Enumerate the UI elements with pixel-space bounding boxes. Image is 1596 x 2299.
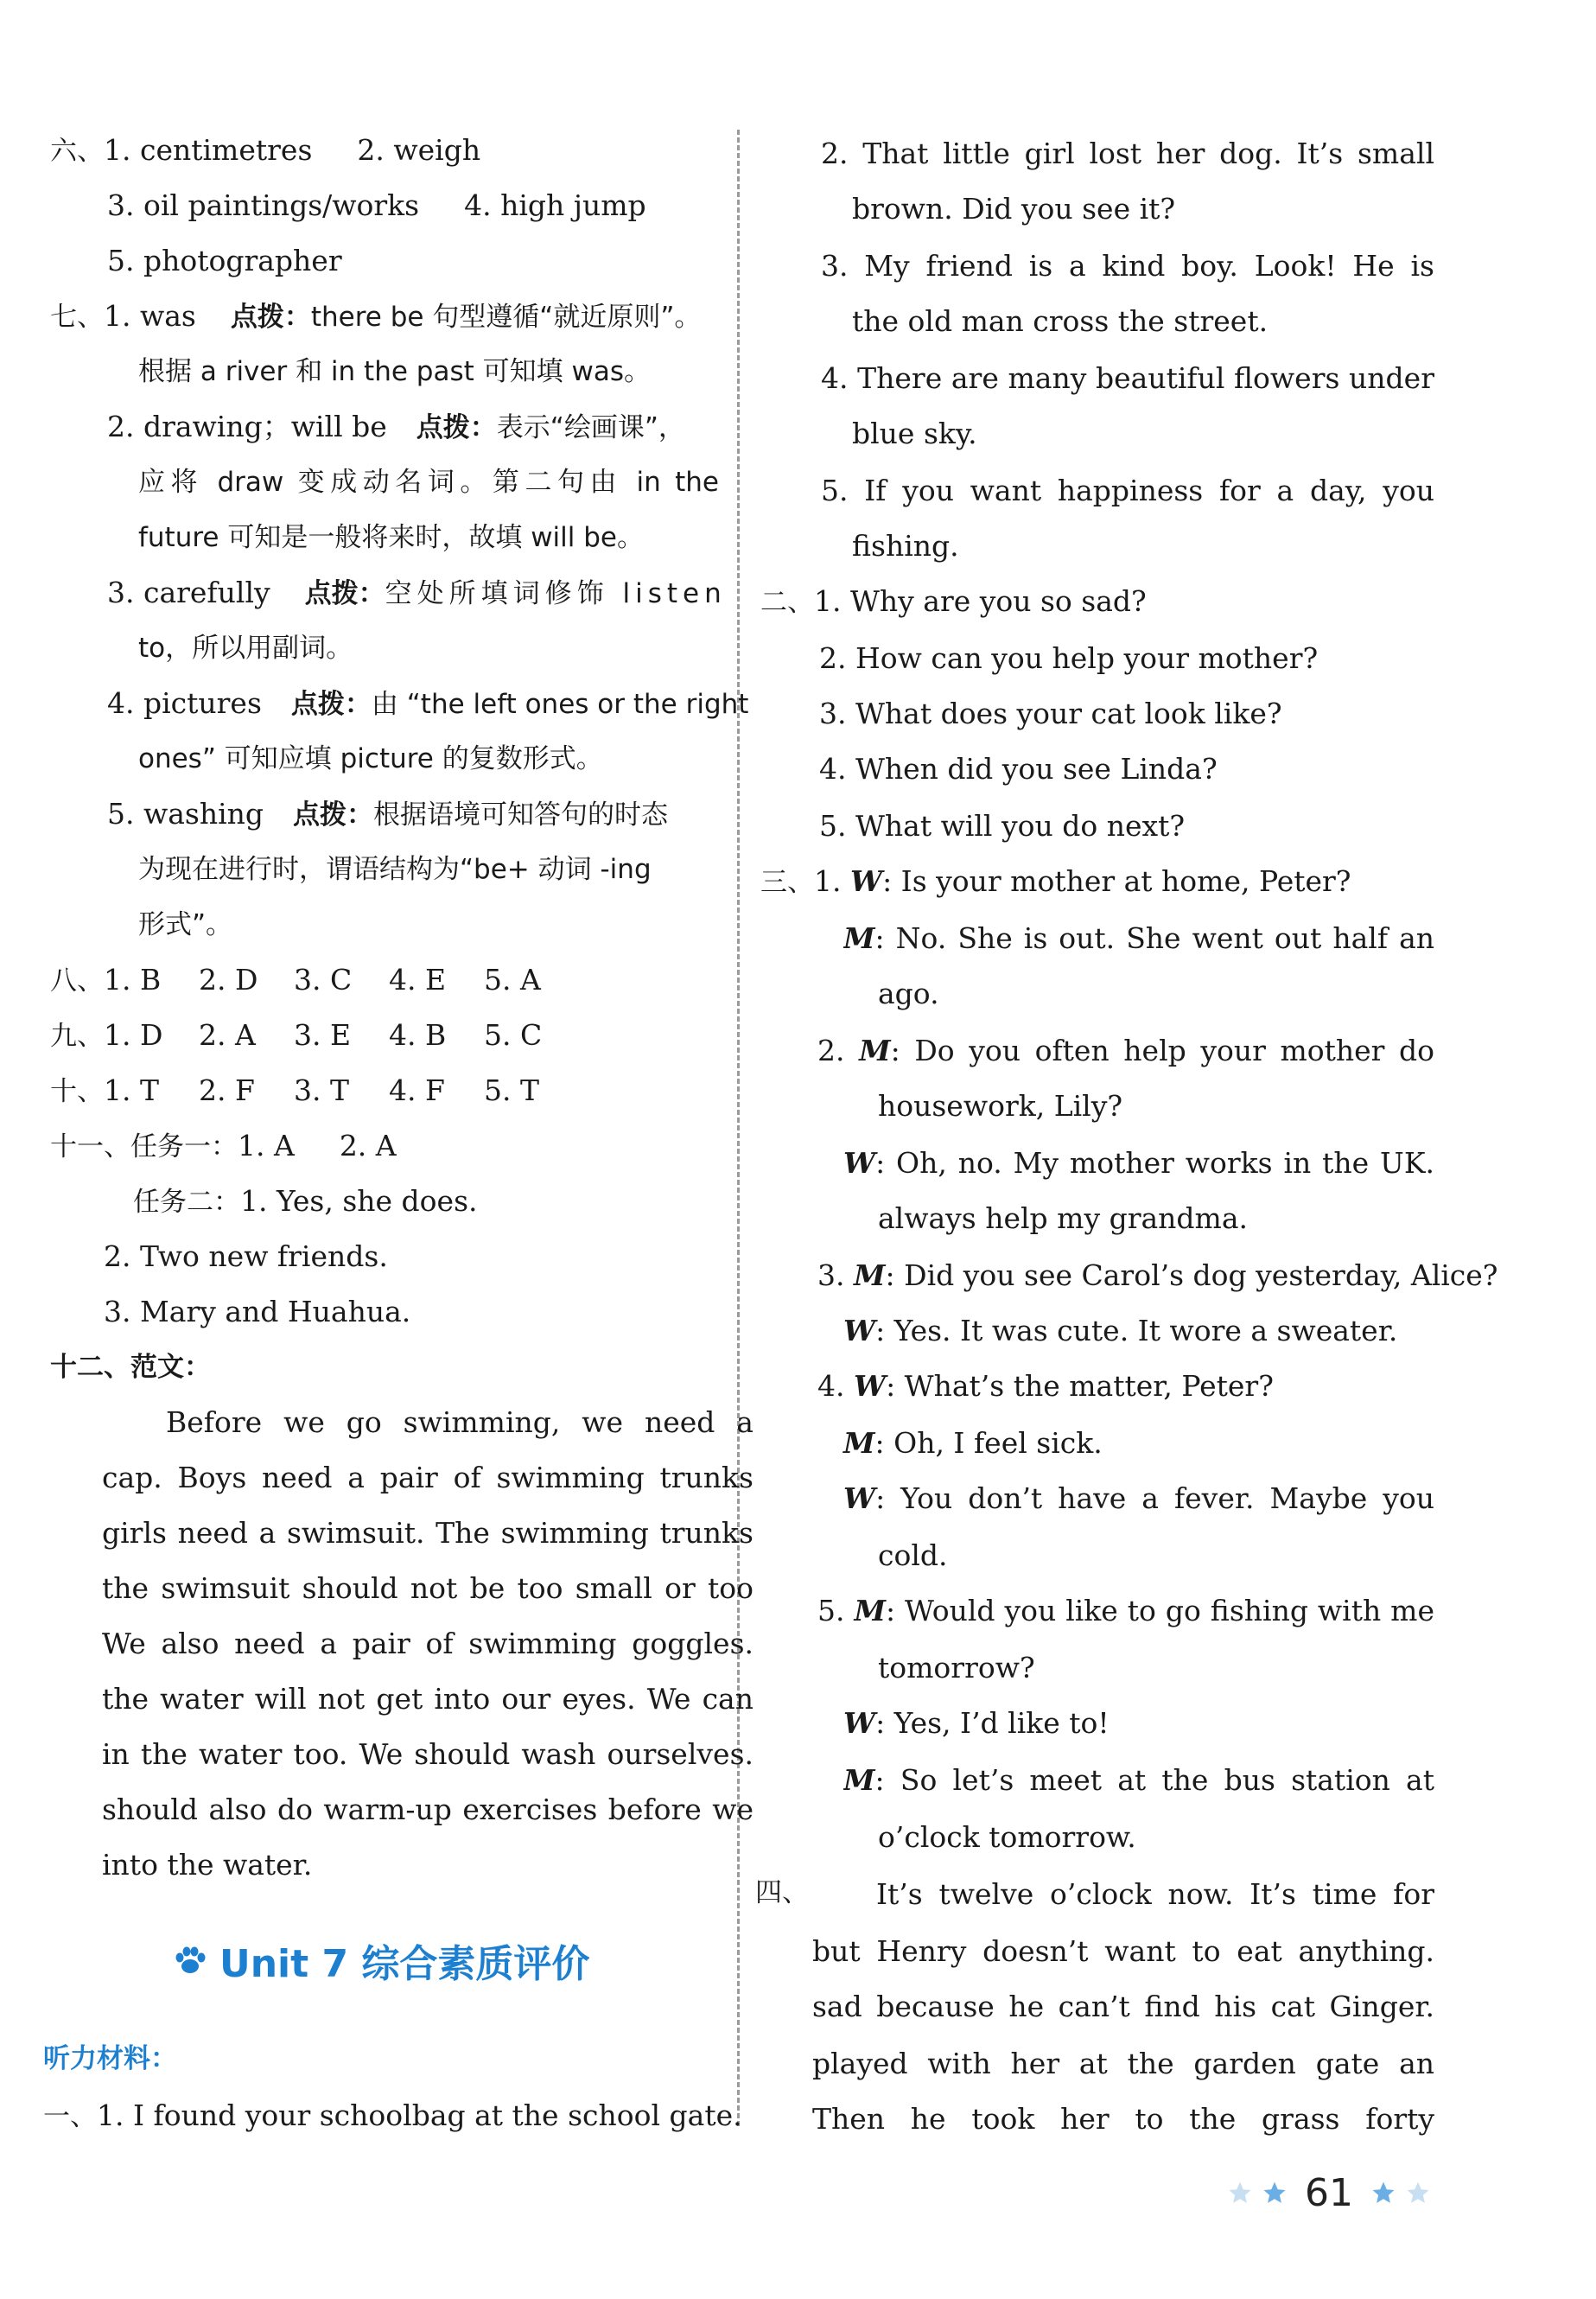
speaker: M xyxy=(843,921,875,955)
dialogue-4-line-3 xyxy=(843,1480,1434,1518)
dialogue-line: : Oh, I feel sick. xyxy=(874,1426,1103,1460)
answer: 5. T xyxy=(484,1073,539,1107)
tip-label: 点拨： xyxy=(293,799,374,831)
task-label: 任务二： xyxy=(133,1187,240,1218)
section-label: 二、 xyxy=(760,587,814,618)
dialogue-line: : No. She is out. She went out half an xyxy=(874,921,1434,955)
speaker: M xyxy=(859,1034,891,1067)
section-label: 一、 xyxy=(43,2101,97,2132)
answer: 2. drawing；will be xyxy=(107,410,387,443)
dialogue-line: : So let’s meet at the bus station at xyxy=(874,1763,1434,1797)
answer: 3. oil paintings/works xyxy=(107,188,420,222)
section-7-q3 xyxy=(107,574,727,612)
section-2-row-1 xyxy=(760,583,1147,621)
section-label: 四、 xyxy=(755,1877,809,1908)
star-icon xyxy=(1262,2180,1288,2206)
dialogue-line: cold. xyxy=(878,1538,948,1572)
dialogue-line: o’clock tomorrow. xyxy=(878,1820,1136,1854)
essay-line: should also do warm-up exercises before we xyxy=(102,1793,753,1826)
tip-text: 表示“绘画课”， xyxy=(496,412,685,443)
speaker: M xyxy=(843,1426,875,1460)
listening-line: blue sky. xyxy=(852,417,977,450)
item-number: 1. xyxy=(814,864,842,898)
tip-text: 应将 draw 变成动名词。第二句由 in the xyxy=(138,467,719,498)
listening-line: 2. That little girl lost her dog. It’s small xyxy=(821,137,1434,170)
answer: 1. A xyxy=(238,1129,295,1162)
passage-line: played with her at the garden gate an xyxy=(812,2047,1434,2080)
dialogue-line: : What’s the matter, Peter? xyxy=(886,1369,1274,1403)
tip-text: 由 “the left ones or the right xyxy=(371,689,749,720)
section-11-task-1 xyxy=(50,1127,397,1165)
section-label: 十、 xyxy=(50,1076,104,1107)
speaker: W xyxy=(843,1706,876,1740)
tip-text: ones” 可知应填 picture 的复数形式。 xyxy=(138,743,603,774)
tip-text: 为现在进行时，谓语结构为“be+ 动词 -ing xyxy=(138,854,652,885)
essay-line: in the water too. We should wash ourselves. xyxy=(102,1737,753,1771)
tip-label: 点拨： xyxy=(304,578,385,609)
dialogue-line: always help my grandma. xyxy=(878,1201,1249,1235)
listening-line: 5. What will you do next? xyxy=(819,809,1186,843)
dialogue-line: housework, Lily? xyxy=(878,1089,1123,1123)
paw-icon xyxy=(173,1943,207,1977)
section-9-row xyxy=(50,1016,542,1054)
speaker: W xyxy=(850,864,883,898)
listening-line: 2. How can you help your mother? xyxy=(819,641,1319,675)
passage-line: Then he took her to the grass forty xyxy=(812,2102,1434,2136)
answer: 1. was xyxy=(104,299,196,333)
dialogue-line: : Is your mother at home, Peter? xyxy=(882,864,1351,898)
dialogue-line: : You don’t have a fever. Maybe you xyxy=(875,1481,1434,1515)
dialogue-2-line-1 xyxy=(817,1032,1434,1070)
task-label: 任务一： xyxy=(130,1131,238,1162)
answer: 1. centimetres xyxy=(104,133,313,167)
dialogue-3-line-1 xyxy=(817,1257,1498,1295)
answer: 2. A xyxy=(339,1129,397,1162)
dialogue-line: : Yes, I’d like to! xyxy=(875,1706,1110,1740)
passage-line: It’s twelve o’clock now. It’s time for xyxy=(876,1877,1434,1911)
dialogue-line: : Yes. It was cute. It wore a sweater. xyxy=(875,1314,1398,1347)
dialogue-4-line-2 xyxy=(843,1424,1103,1462)
speaker: M xyxy=(843,1763,875,1797)
answer: 1. B xyxy=(104,963,162,997)
answer: 2. weigh xyxy=(357,133,481,167)
answer: 4. pictures xyxy=(107,686,262,720)
listening-line: fishing. xyxy=(852,529,959,563)
listening-line: brown. Did you see it? xyxy=(852,192,1176,226)
tip-text: 空处所填词修饰 listen xyxy=(385,578,727,609)
tip-text: there be 句型遵循“就近原则”。 xyxy=(310,302,702,333)
listening-line: 1. Why are you so sad? xyxy=(814,584,1147,618)
item-number: 2. xyxy=(817,1034,845,1067)
section-6-row-1 xyxy=(50,131,480,169)
answer: 1. Yes, she does. xyxy=(240,1184,478,1218)
listening-heading: 听力材料： xyxy=(43,2043,177,2074)
listening-line: 5. If you want happiness for a day, you xyxy=(821,474,1434,507)
dialogue-2-line-3 xyxy=(843,1144,1434,1182)
answer: 4. B xyxy=(389,1018,447,1052)
dialogue-5-line-4 xyxy=(843,1761,1434,1799)
unit-title-text: Unit 7 综合素质评价 xyxy=(219,1942,590,1986)
dialogue-1-line-1 xyxy=(760,863,1351,901)
answer: 2. D xyxy=(199,963,258,997)
dialogue-line: tomorrow? xyxy=(878,1651,1035,1684)
dialogue-5-line-1 xyxy=(817,1592,1434,1630)
section-7-q5 xyxy=(107,795,668,833)
section-label: 十一、 xyxy=(50,1131,130,1162)
section-6-row-3 xyxy=(107,242,342,280)
essay-line: the water will not get into our eyes. We can xyxy=(102,1682,753,1716)
essay-line: We also need a pair of swimming goggles. xyxy=(102,1627,753,1660)
dialogue-line: : Would you like to go fishing with me xyxy=(885,1594,1434,1627)
passage-line: sad because he can’t find his cat Ginger. xyxy=(812,1990,1434,2023)
star-icon xyxy=(1405,2180,1431,2206)
listening-line: 4. There are many beautiful flowers under xyxy=(821,361,1434,395)
answer: 3. C xyxy=(294,963,353,997)
tip-label: 点拨： xyxy=(416,412,497,443)
item-number: 5. xyxy=(817,1594,845,1627)
dialogue-3-line-2 xyxy=(843,1312,1397,1350)
listening-line: 3. What does your cat look like? xyxy=(819,697,1282,730)
listening-line: 3. My friend is a kind boy. Look! He is xyxy=(821,249,1434,283)
section-6-row-2 xyxy=(107,187,646,225)
star-icon xyxy=(1370,2180,1396,2206)
answer: 3. carefully xyxy=(107,576,270,609)
answer: 3. Mary and Huahua. xyxy=(104,1295,411,1328)
answer: 3. E xyxy=(294,1018,352,1052)
star-icon xyxy=(1227,2180,1253,2206)
section-label: 六、 xyxy=(50,136,104,167)
speaker: W xyxy=(843,1481,876,1515)
tip-label: 点拨： xyxy=(290,689,372,720)
section-label: 十二、范文： xyxy=(50,1352,211,1383)
answer: 5. A xyxy=(484,963,541,997)
item-number: 3. xyxy=(817,1258,845,1292)
listening-line: 1. I found your schoolbag at the school gate. xyxy=(97,2098,742,2132)
tip-text: 形式”。 xyxy=(138,909,233,940)
listening-line: 4. When did you see Linda? xyxy=(819,752,1218,786)
essay-line: girls need a swimsuit. The swimming trunks xyxy=(102,1516,753,1550)
tip-text: to，所以用副词。 xyxy=(138,633,353,664)
passage-line: but Henry doesn’t want to eat anything. xyxy=(812,1934,1434,1968)
dialogue-4-line-1 xyxy=(817,1367,1274,1405)
dialogue-line: ago. xyxy=(878,977,939,1010)
dialogue-1-line-2 xyxy=(843,920,1434,958)
section-11-task-2 xyxy=(133,1182,478,1220)
speaker: M xyxy=(854,1594,886,1627)
listening-line: the old man cross the street. xyxy=(852,304,1269,338)
answer: 2. Two new friends. xyxy=(104,1239,388,1273)
section-label: 八、 xyxy=(50,965,104,997)
answer: 2. A xyxy=(199,1018,256,1052)
section-label: 九、 xyxy=(50,1021,104,1052)
answer: 1. T xyxy=(104,1073,159,1107)
section-7-q1 xyxy=(50,297,701,335)
answer: 5. C xyxy=(484,1018,543,1052)
essay-line: cap. Boys need a pair of swimming trunks xyxy=(102,1461,753,1494)
tip-text: future 可知是一般将来时，故填 will be。 xyxy=(138,522,645,553)
answer: 4. E xyxy=(389,963,447,997)
tip-text: 根据语境可知答句的时态 xyxy=(373,799,669,831)
speaker: M xyxy=(854,1258,886,1292)
speaker: W xyxy=(843,1146,876,1180)
essay-line: into the water. xyxy=(102,1848,313,1882)
unit-title xyxy=(173,1934,589,1986)
dialogue-line: : Do you often help your mother do xyxy=(890,1034,1434,1067)
section-1-row-1 xyxy=(43,2097,742,2135)
dialogue-line: : Did you see Carol’s dog yesterday, Alice? xyxy=(885,1258,1498,1292)
section-8-row xyxy=(50,961,541,999)
essay-line: the swimsuit should not be too small or too xyxy=(102,1571,753,1605)
item-number: 4. xyxy=(817,1369,845,1403)
speaker: W xyxy=(854,1369,887,1403)
section-label: 七、 xyxy=(50,302,104,333)
page-number-text: 61 xyxy=(1305,2170,1353,2215)
answer: 2. F xyxy=(199,1073,255,1107)
section-7-q4 xyxy=(107,685,748,723)
speaker: W xyxy=(843,1314,876,1347)
answer: 4. F xyxy=(389,1073,445,1107)
essay-line: Before we go swimming, we need a xyxy=(166,1405,753,1439)
answer: 3. T xyxy=(294,1073,349,1107)
dialogue-5-line-3 xyxy=(843,1704,1110,1742)
section-7-q2 xyxy=(107,408,685,446)
section-label: 三、 xyxy=(760,867,814,898)
page-number xyxy=(1227,2171,1431,2214)
answer: 5. photographer xyxy=(107,244,342,277)
tip-text: 根据 a river 和 in the past 可知填 was。 xyxy=(138,356,651,387)
section-10-row xyxy=(50,1072,539,1110)
answer: 4. high jump xyxy=(464,188,646,222)
answer: 1. D xyxy=(104,1018,163,1052)
dialogue-line: : Oh, no. My mother works in the UK. xyxy=(875,1146,1434,1180)
tip-label: 点拨： xyxy=(230,302,311,333)
answer: 5. washing xyxy=(107,797,264,831)
